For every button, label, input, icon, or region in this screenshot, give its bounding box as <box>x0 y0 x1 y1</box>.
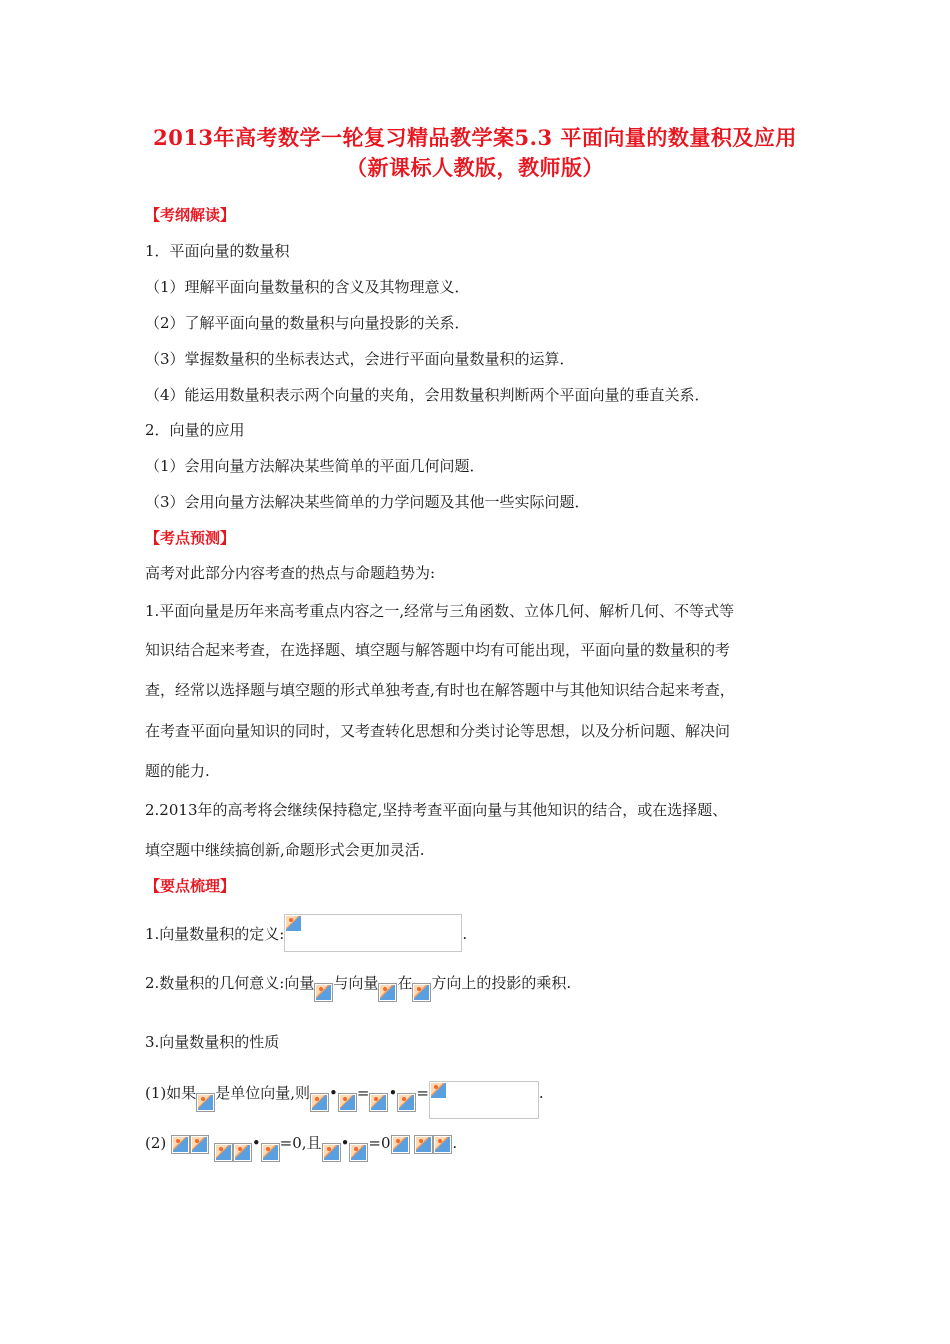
broken-image-icon <box>322 1143 341 1162</box>
keypoint-2: 2.数量积的几何意义:向量 与向量 在 方向上的投影的乘积. <box>145 973 571 994</box>
outline-item-2-3: （3）会用向量方法解决某些简单的力学问题及其他一些实际问题． <box>145 493 590 511</box>
outline-header: 【考纲解读】 <box>145 206 236 224</box>
forecast-header: 【考点预测】 <box>145 529 236 547</box>
broken-image-icon <box>414 1135 433 1154</box>
broken-image-icon <box>430 1082 449 1101</box>
forecast-paragraph-line: 在考查平面向量知识的同时，又考查转化思想和分类讨论等思想，以及分析问题、解决问 <box>145 722 731 740</box>
forecast-intro: 高考对此部分内容考查的热点与命题趋势为: <box>145 564 436 582</box>
outline-item-1-3: （3）掌握数量积的坐标表达式，会进行平面向量数量积的运算． <box>145 350 575 368</box>
outline-item-1: 1．平面向量的数量积 <box>145 242 290 260</box>
keypoint-3-2: (2) • =0,且 • =0 . <box>145 1133 457 1154</box>
outline-item-1-2: （2）了解平面向量的数量积与向量投影的关系． <box>145 314 470 332</box>
keypoints-header: 【要点梳理】 <box>145 877 236 895</box>
broken-image-icon <box>214 1143 233 1162</box>
forecast-paragraph-line: 题的能力. <box>145 762 210 780</box>
keypoint-1: 1.向量数量积的定义: . <box>145 916 467 954</box>
broken-image-icon <box>397 1093 416 1112</box>
broken-image-icon <box>378 983 397 1002</box>
formula-image-box <box>429 1081 539 1119</box>
document-title: 2013年高考数学一轮复习精品教学案5.3 平面向量的数量积及应用 <box>153 125 797 150</box>
broken-image-icon <box>338 1093 357 1112</box>
document-subtitle: （新课标人教版，教师版） <box>346 155 604 180</box>
formula-image-box <box>284 914 462 952</box>
outline-item-1-4: （4）能运用数量积表示两个向量的夹角，会用数量积判断两个平面向量的垂直关系． <box>145 386 710 404</box>
outline-item-2-1: （1）会用向量方法解决某些简单的平面几何问题． <box>145 457 485 475</box>
broken-image-icon <box>412 983 431 1002</box>
broken-image-icon <box>433 1135 452 1154</box>
broken-image-icon <box>171 1135 190 1154</box>
broken-image-icon <box>310 1093 329 1112</box>
forecast-paragraph-line: 1.平面向量是历年来高考重点内容之一,经常与三角函数、立体几何、解析几何、不等式等 <box>145 602 735 620</box>
outline-item-1-1: （1）理解平面向量数量积的含义及其物理意义． <box>145 278 470 296</box>
broken-image-icon <box>391 1135 410 1154</box>
broken-image-icon <box>196 1093 215 1112</box>
forecast-paragraph-line: 填空题中继续搞创新,命题形式会更加灵活. <box>145 841 425 859</box>
forecast-paragraph-line: 查，经常以选择题与填空题的形式单独考查,有时也在解答题中与其他知识结合起来考查， <box>145 681 735 699</box>
broken-image-icon <box>285 915 304 934</box>
broken-image-icon <box>369 1093 388 1112</box>
keypoint-3-1: (1)如果 是单位向量,则 • = • = . <box>145 1075 544 1113</box>
forecast-paragraph-line: 知识结合起来考查，在选择题、填空题与解答题中均有可能出现，平面向量的数量积的考 <box>145 641 731 659</box>
keypoint-1-text: 1.向量数量积的定义: <box>145 925 285 943</box>
broken-image-icon <box>190 1135 209 1154</box>
keypoint-3: 3.向量数量积的性质 <box>145 1033 280 1051</box>
forecast-paragraph-line: 2.2013年的高考将会继续保持稳定,坚持考查平面向量与其他知识的结合，或在选择题、 <box>145 801 728 819</box>
outline-item-2: 2．向量的应用 <box>145 421 245 439</box>
broken-image-icon <box>314 983 333 1002</box>
broken-image-icon <box>261 1143 280 1162</box>
broken-image-icon <box>349 1143 368 1162</box>
broken-image-icon <box>233 1143 252 1162</box>
